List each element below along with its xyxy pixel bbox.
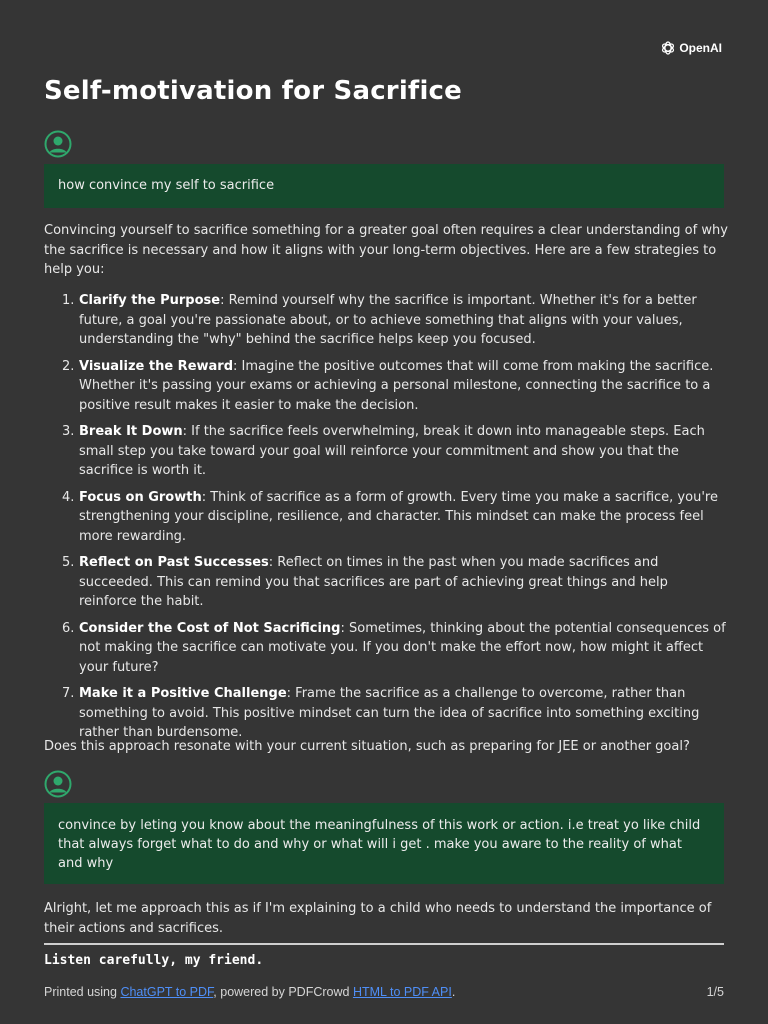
html-to-pdf-api-link[interactable]: HTML to PDF API — [352, 985, 452, 999]
footer-credits — [44, 985, 455, 999]
list-item-title: Clarify the Purpose — [79, 293, 221, 308]
user-avatar-icon — [44, 130, 72, 158]
list-item — [44, 291, 728, 350]
list-item-text: : Imagine the positive outcomes that will come from making the sacrifice. Whether it's passing your exams or achieving a personal milestone, connecting the sacrifice to a positive result makes it easier to make the decision. — [79, 358, 714, 413]
list-item-text: : If the sacrifice feels overwhelming, break it down into manageable steps. Each small step you take toward your goal will reinforce your commitment and show you that the sacrifice is worth it. — [79, 424, 705, 478]
list-number: 5. — [62, 555, 75, 570]
user-avatar — [44, 130, 72, 158]
list-item-title: Break It Down — [79, 424, 183, 439]
list-item-text: : Sometimes, thinking about the potential consequences of not making the sacrifice can motivate you. If you don't make the effort now, how might it affect your future? — [79, 620, 726, 675]
list-item — [44, 619, 728, 678]
list-number: 1. — [62, 293, 75, 308]
list-item-title: Visualize the Reward — [79, 358, 234, 374]
user-avatar — [44, 770, 72, 798]
list-item — [44, 684, 728, 743]
user-message-1-text: how convince my self to sacrifice — [58, 178, 275, 193]
list-item-text: : Frame the sacrifice as a challenge to overcome, rather than something to avoid. This positive mindset can turn the idea of sacrifice into something exciting rather than burdensome. — [79, 686, 700, 740]
list-item — [44, 553, 728, 612]
list-item-text: : Remind yourself why the sacrifice is important. Whether it's for a better future, a goal you're passionate about, or to achieve something that aligns with your values, understanding the "why" behind the sacrifice helps keep you focused. — [79, 293, 697, 347]
print-footer — [44, 985, 724, 999]
assistant-reply: Alright, let me approach this as if I'm explaining to a child who needs to understand the importance of their actions and sacrifices. — [44, 901, 712, 936]
footer-middle: , powered by PDFCrowd — [213, 985, 353, 999]
list-number: 4. — [62, 489, 75, 505]
list-number: 6. — [62, 620, 75, 636]
footer-suffix: . — [451, 985, 456, 999]
divider — [44, 943, 724, 945]
page-number: 1/5 — [706, 985, 724, 999]
chatgpt-to-pdf-link[interactable]: ChatGPT to PDF — [120, 985, 214, 999]
brand-name: OpenAI — [679, 41, 722, 55]
list-item — [44, 422, 728, 481]
user-message-2-text: convince by leting you know about the meaningfulness of this work or action. i.e treat yo like child that always forget what to do and why or what will i get . make you aware to the reality of what and why — [58, 818, 701, 871]
list-item — [44, 488, 728, 547]
assistant-question: Does this approach resonate with your current situation, such as preparing for JEE or another goal? — [44, 739, 690, 754]
user-message-1 — [44, 164, 724, 208]
user-message-2 — [44, 803, 724, 884]
openai-logo-icon — [660, 40, 676, 56]
list-number: 2. — [62, 358, 75, 374]
list-item-title: Consider the Cost of Not Sacrificing — [79, 620, 341, 636]
list-item-text: : Think of sacrifice as a form of growth. Every time you make a sacrifice, you're strengthening your discipline, resilience, and character. This mindset can make the process feel more rewarding. — [79, 489, 718, 544]
list-item — [44, 357, 728, 416]
footer-prefix: Printed using — [44, 985, 121, 999]
assistant-intro: Convincing yourself to sacrifice something for a greater goal often requires a clear understanding of why the sacrifice is necessary and how it aligns with your long-term objectives. Here are a few strategies to help you: — [44, 223, 728, 277]
assistant-listen-heading: Listen carefully, my friend. — [44, 953, 264, 968]
page-title: Self-motivation for Sacrifice — [44, 76, 463, 106]
list-item-title: Reflect on Past Successes — [79, 555, 269, 570]
list-number: 3. — [62, 424, 75, 439]
list-item-title: Focus on Growth — [79, 489, 202, 505]
openai-brand — [660, 40, 722, 56]
user-avatar-icon — [44, 770, 72, 798]
strategy-list — [44, 291, 728, 750]
list-item-text: : Reflect on times in the past when you made sacrifices and succeeded. This can remind you that sacrifices are part of achieving great things and help reinforce the habit. — [79, 555, 668, 609]
list-number: 7. — [62, 686, 75, 701]
list-item-title: Make it a Positive Challenge — [79, 686, 287, 701]
